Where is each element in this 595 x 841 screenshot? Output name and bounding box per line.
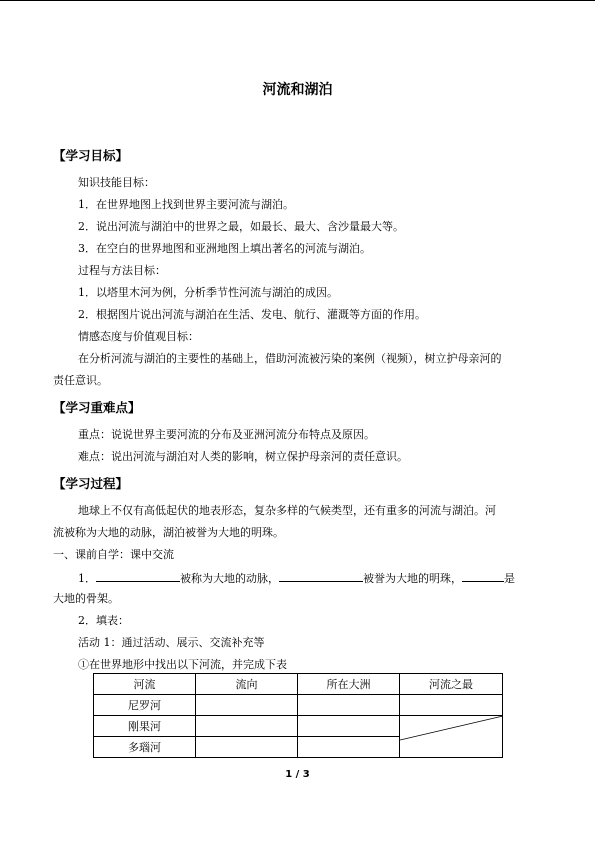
direction-cell[interactable] — [196, 695, 298, 716]
page-title: 河流和湖泊 — [262, 82, 333, 98]
page-number: 1 / 3 — [285, 769, 310, 780]
river-name: 多瑙河 — [94, 737, 196, 758]
activity-1: 活动 1：通过活动、展示、交流补充等 — [78, 636, 265, 649]
process-heading: 【学习过程】 — [53, 476, 129, 491]
process-goal-2: 2．根据图片说出河流与湖泊在生活、发电、航行、灌溉等方面的作用。 — [78, 308, 426, 321]
header-continent: 所在大洲 — [298, 674, 400, 695]
page-top-border — [0, 0, 595, 1]
question-1-line-1 — [78, 570, 515, 586]
question-2: 2．填表： — [78, 614, 129, 627]
question-1-part-c: 是 — [504, 572, 515, 585]
process-goal-label: 过程与方法目标： — [78, 264, 166, 277]
river-table — [93, 673, 503, 758]
diagonal-line — [400, 716, 503, 758]
continent-cell[interactable] — [298, 737, 400, 758]
header-direction: 流向 — [196, 674, 298, 695]
knowledge-goal-label: 知识技能目标： — [78, 176, 155, 189]
goals-heading: 【学习目标】 — [53, 148, 129, 163]
fill-blank-2[interactable] — [279, 570, 363, 582]
difficulty-heading: 【学习重难点】 — [53, 400, 141, 415]
knowledge-goal-1: 1．在世界地图上找到世界主要河流与湖泊。 — [78, 198, 294, 211]
part-one-heading: 一、课前自学：课中交流 — [53, 548, 174, 561]
river-name: 尼罗河 — [94, 695, 196, 716]
fill-blank-1[interactable] — [96, 570, 180, 582]
direction-cell[interactable] — [196, 737, 298, 758]
difficult-point: 难点：说出河流与湖泊对人类的影响，树立保护母亲河的责任意识。 — [78, 450, 408, 463]
question-1-part-b: 被誉为大地的明珠， — [363, 572, 462, 585]
intro-line-2: 流被称为大地的动脉，湖泊被誉为大地的明珠。 — [53, 526, 284, 539]
knowledge-goal-3: 3．在空白的世界地图和亚洲地图上填出著名的河流与湖泊。 — [78, 242, 371, 255]
emotion-goal-line-2: 责任意识。 — [53, 374, 108, 387]
process-goal-1: 1．以塔里木河为例，分析季节性河流与湖泊的成因。 — [78, 286, 338, 299]
key-point: 重点：说说世界主要河流的分布及亚洲河流分布特点及原因。 — [78, 428, 375, 441]
table-row — [94, 716, 503, 737]
header-river: 河流 — [94, 674, 196, 695]
fill-blank-3[interactable] — [462, 570, 504, 582]
emotion-goal-label: 情感态度与价值观目标： — [78, 330, 199, 343]
superlative-cell[interactable] — [400, 695, 503, 716]
direction-cell[interactable] — [196, 716, 298, 737]
question-1-line-2: 大地的骨架。 — [53, 592, 119, 605]
river-name: 刚果河 — [94, 716, 196, 737]
table-instruction: ①在世界地形中找出以下河流，并完成下表 — [78, 658, 287, 671]
table-row — [94, 695, 503, 716]
emotion-goal-line-1: 在分析河流与湖泊的主要性的基础上，借助河流被污染的案例（视频），树立护母亲河的 — [78, 352, 502, 365]
table-header-row — [94, 674, 503, 695]
header-superlative: 河流之最 — [400, 674, 503, 695]
continent-cell[interactable] — [298, 695, 400, 716]
superlative-merged-cell — [400, 716, 503, 758]
continent-cell[interactable] — [298, 716, 400, 737]
question-1-part-a: 被称为大地的动脉， — [180, 572, 279, 585]
intro-line-1: 地球上不仅有高低起伏的地表形态，复杂多样的气候类型，还有重多的河流与湖泊。河 — [78, 504, 496, 517]
question-1-number: 1． — [78, 572, 96, 585]
knowledge-goal-2: 2．说出河流与湖泊中的世界之最，如最长、最大、含沙量最大等。 — [78, 220, 404, 233]
